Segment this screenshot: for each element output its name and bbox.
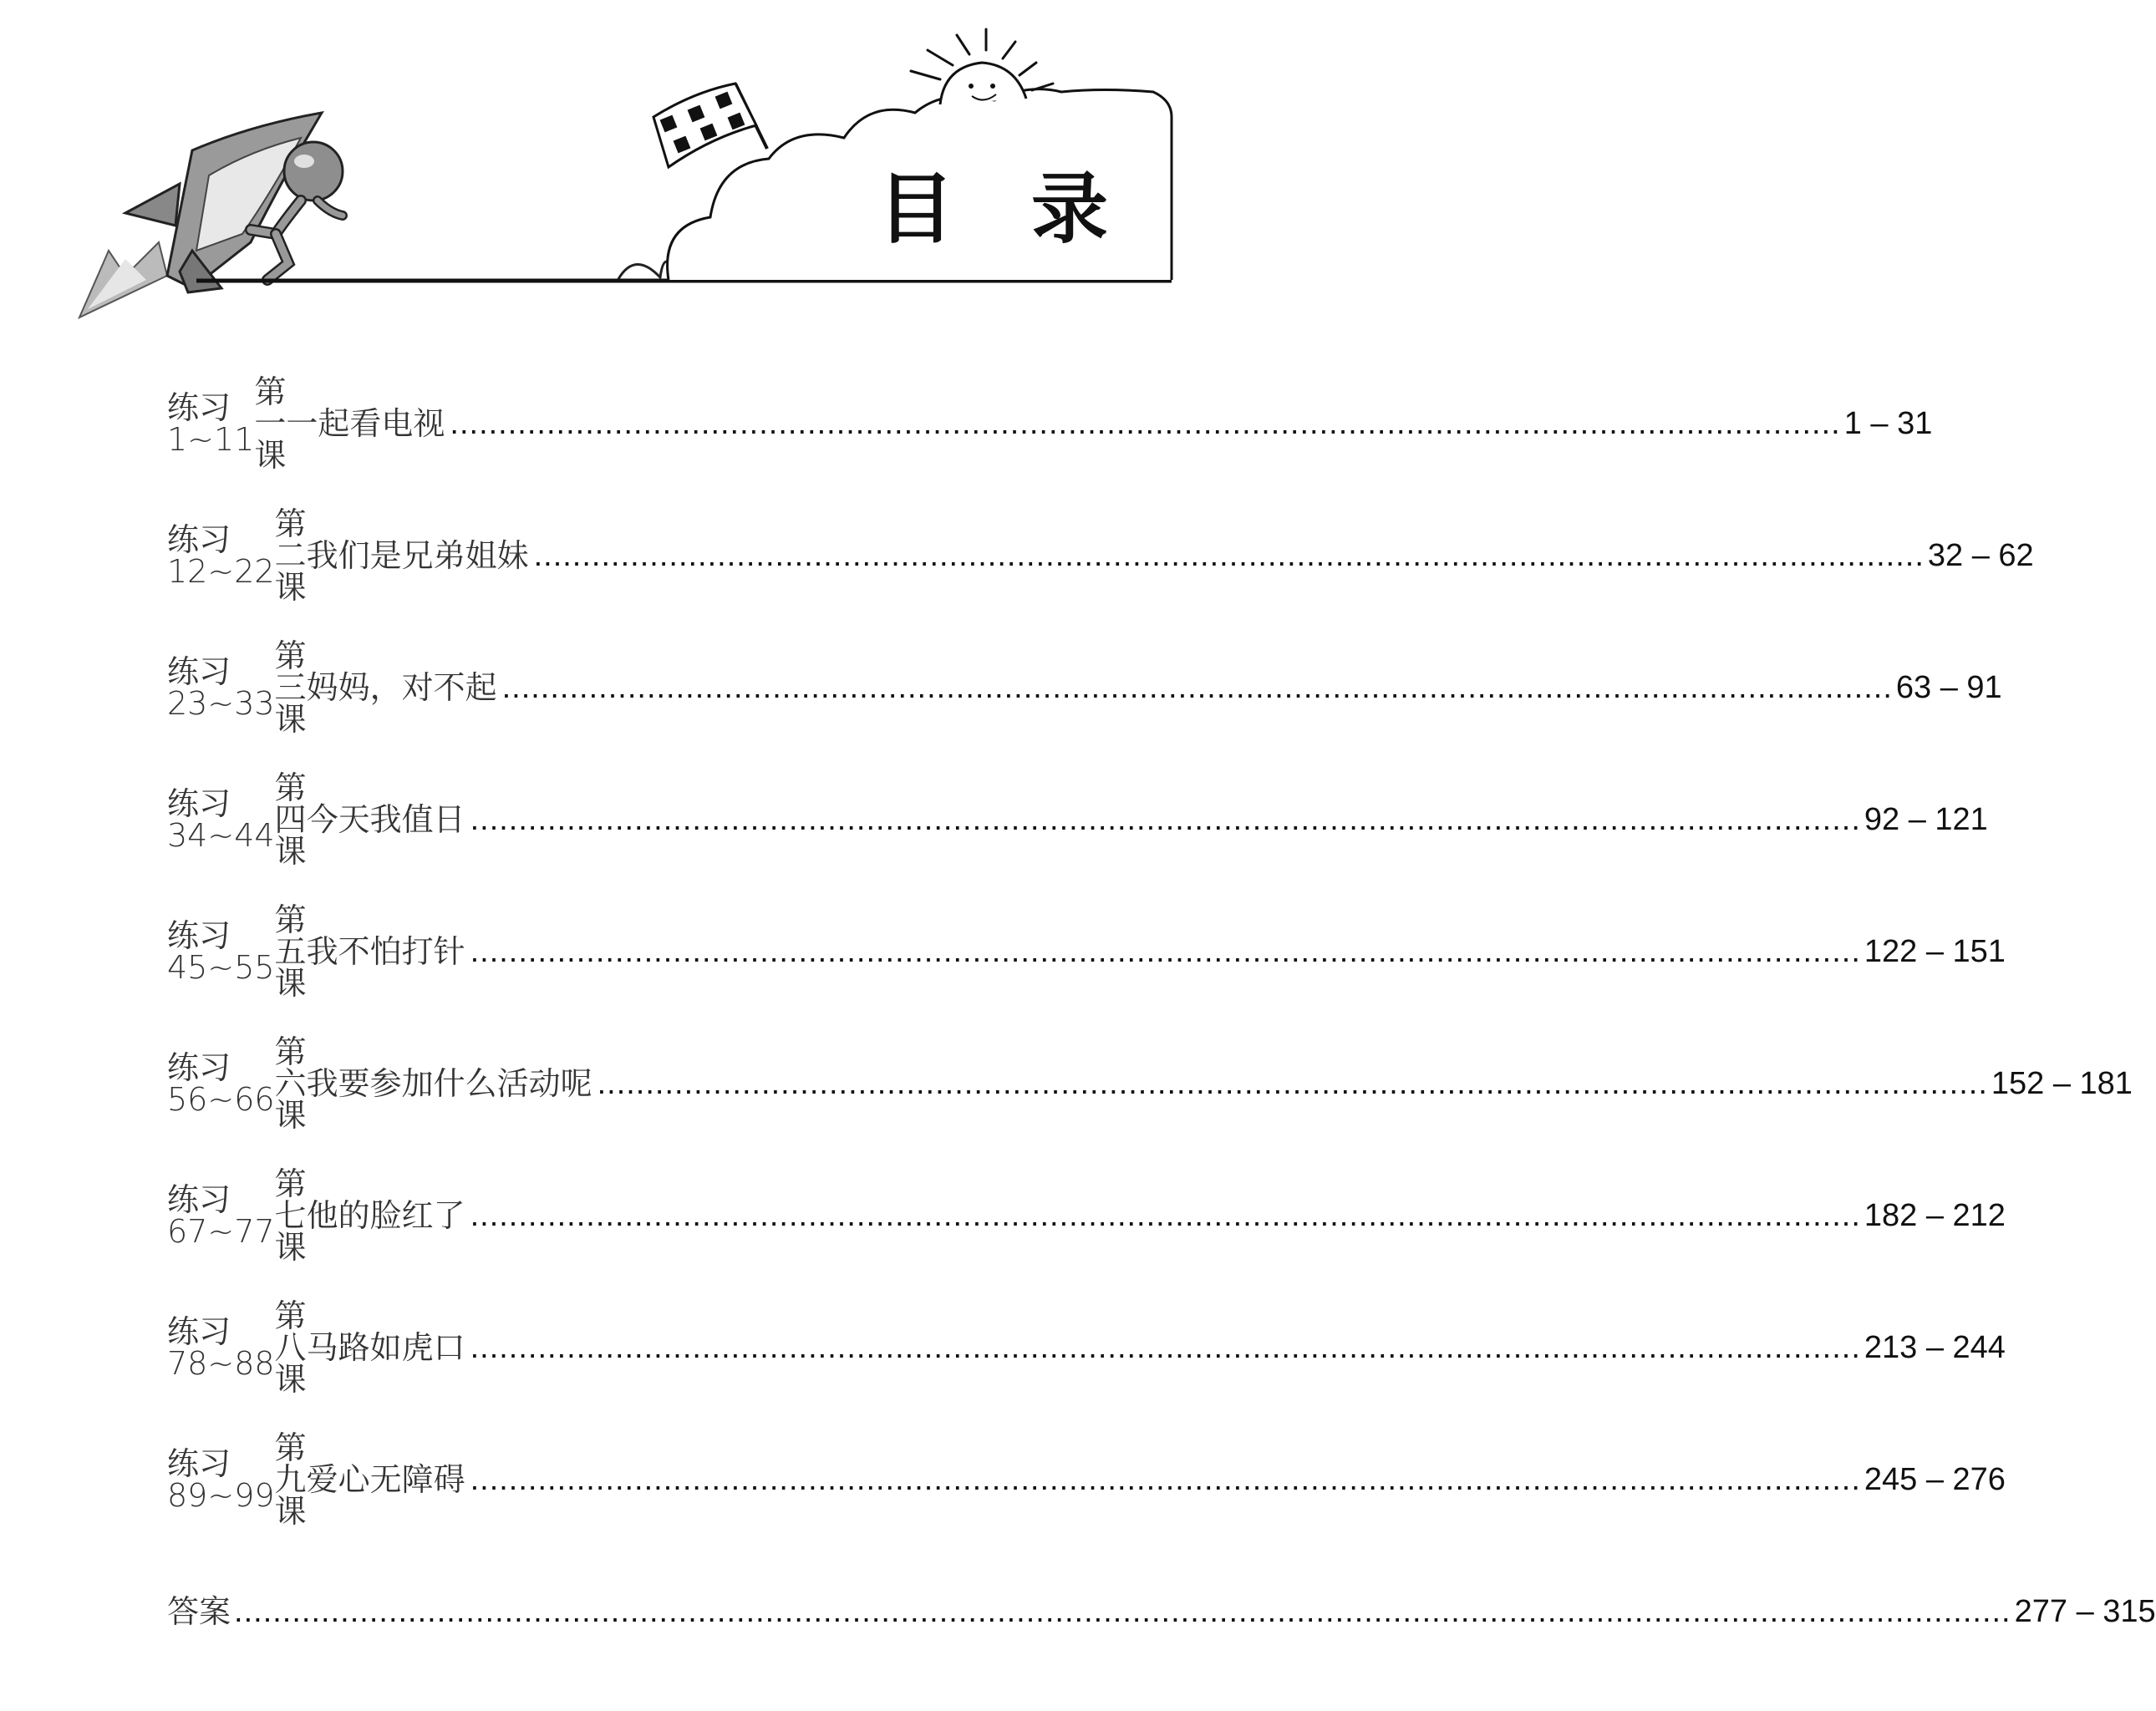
lesson-title: 妈妈，对不起 [306, 669, 497, 706]
page-range: 152 – 181 [1991, 1066, 2133, 1101]
page-range: 182 – 212 [1864, 1198, 2006, 1233]
dot-leader: ........................................................................................................................................................................................ [234, 1594, 2011, 1629]
lesson-number: 第二课 [274, 505, 307, 606]
exercise-range: 练习78~88 [167, 1313, 275, 1382]
lesson-title: 我不怕打针 [306, 933, 465, 970]
page-range: 1 – 31 [1843, 406, 1933, 441]
lesson-title: 爱心无障碍 [306, 1461, 465, 1498]
exercise-range: 练习34~44 [167, 785, 275, 854]
toc-row[interactable] [167, 886, 2006, 1018]
table-of-contents [167, 358, 2156, 1678]
exercise-range: 练习45~55 [167, 917, 275, 986]
lesson-number: 第九课 [274, 1429, 307, 1530]
checkered-flag-icon [653, 84, 767, 167]
dot-leader: ................................................................................................................................................ [470, 1330, 1861, 1365]
lesson-number: 第七课 [274, 1165, 307, 1266]
page-range: 92 – 121 [1864, 802, 1988, 837]
exercise-range: 练习67~77 [167, 1181, 275, 1250]
lesson-number: 第八课 [274, 1297, 307, 1398]
page-range: 245 – 276 [1864, 1462, 2006, 1497]
dot-leader: ................................................................................................................................................ [470, 1462, 1861, 1497]
lesson-title: 今天我值日 [306, 801, 465, 838]
dot-leader: ................................................................................................................................................ [470, 1198, 1861, 1233]
toc-row[interactable] [167, 490, 2034, 622]
exercise-range: 练习56~66 [167, 1049, 275, 1118]
lesson-number: 第四课 [274, 769, 307, 870]
answers-label: 答案 [167, 1593, 231, 1630]
lesson-title: 他的脸红了 [306, 1197, 465, 1234]
lesson-number: 第六课 [274, 1033, 307, 1134]
page-range: 32 – 62 [1927, 538, 2034, 573]
dot-leader: ................................................................................................................................................ [470, 802, 1861, 837]
dot-leader: ................................................................................................................................................ [450, 406, 1841, 441]
toc-row[interactable] [167, 1282, 2006, 1414]
exercise-range: 练习23~33 [167, 653, 275, 722]
exercise-range: 练习1~11 [167, 389, 255, 458]
header-illustration [0, 0, 1251, 334]
toc-row[interactable] [167, 1018, 2133, 1150]
page-title: 目 录 [877, 165, 1134, 254]
dot-leader: ................................................................................................................................................ [533, 538, 1925, 573]
page-range: 277 – 315 [2014, 1594, 2156, 1629]
dot-leader: ................................................................................................................................................ [501, 670, 1893, 705]
toc-row[interactable] [167, 1414, 2006, 1546]
lesson-title: 我要参加什么活动呢 [306, 1065, 592, 1102]
toc-row[interactable] [167, 622, 2002, 754]
lesson-number: 第三课 [274, 637, 307, 738]
exercise-range: 练习89~99 [167, 1445, 275, 1514]
lesson-number: 第一课 [254, 373, 287, 474]
toc-row-answers[interactable] [167, 1546, 2156, 1678]
toc-row[interactable] [167, 358, 1933, 490]
lesson-title: 马路如虎口 [306, 1329, 465, 1366]
page-range: 122 – 151 [1864, 934, 2006, 969]
page-range: 213 – 244 [1864, 1330, 2006, 1365]
toc-row[interactable] [167, 1150, 2006, 1282]
lesson-title: 一起看电视 [286, 405, 445, 442]
lesson-number: 第五课 [274, 901, 307, 1002]
page-range: 63 – 91 [1895, 670, 2002, 705]
dot-leader: ................................................................................................................................................ [470, 934, 1861, 969]
dot-leader: ................................................................................................................................................ [597, 1066, 1988, 1101]
lesson-title: 我们是兄弟姐妹 [306, 537, 529, 574]
toc-row[interactable] [167, 754, 1988, 886]
exercise-range: 练习12~22 [167, 521, 275, 590]
